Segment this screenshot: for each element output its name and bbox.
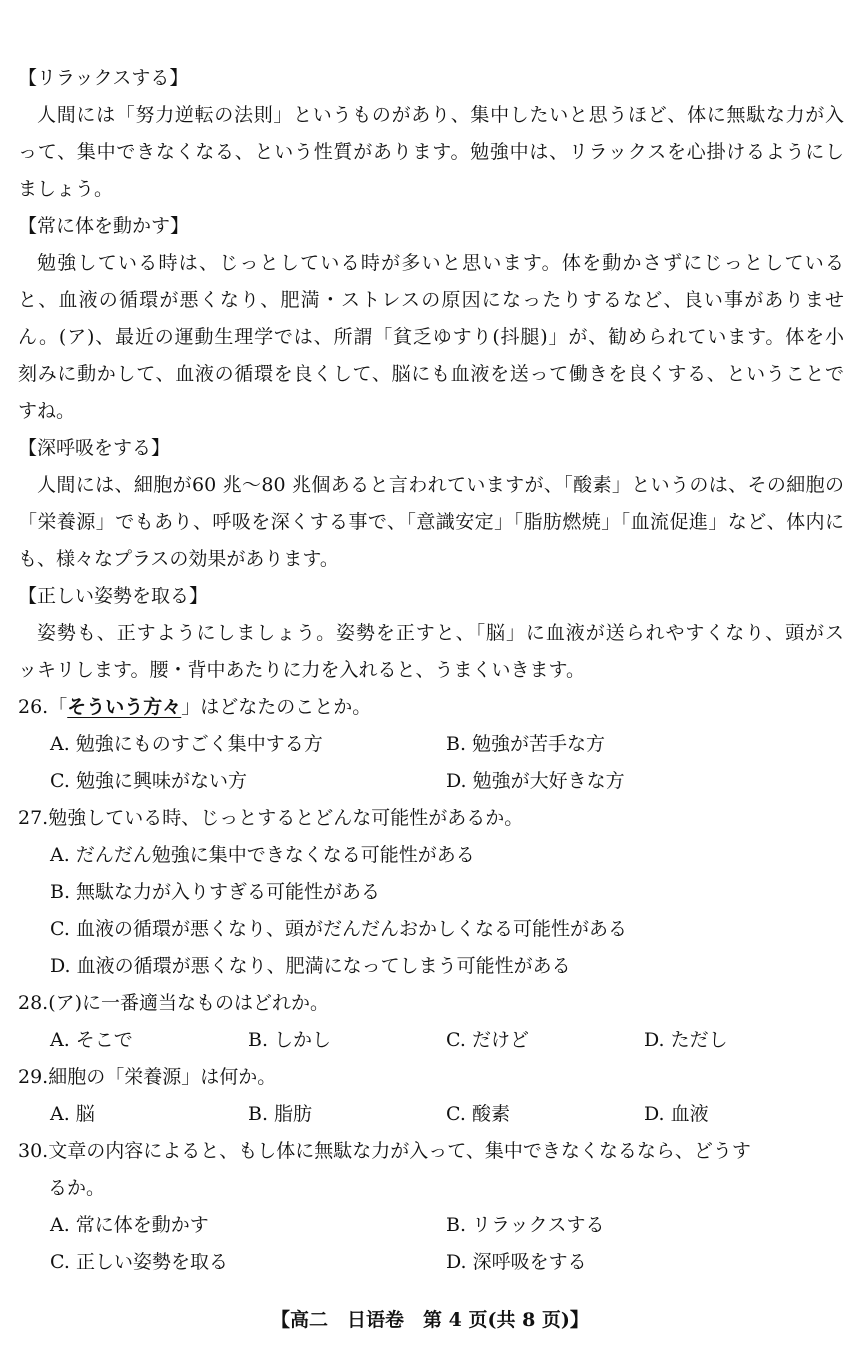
section-heading: 【正しい姿勢を取る】 xyxy=(18,585,209,607)
passage-line: ましょう。 xyxy=(18,178,114,200)
question-number: 28. xyxy=(18,992,49,1014)
question-text: 勉強している時、じっとするとどんな可能性があるか。 xyxy=(48,807,524,829)
question-27 xyxy=(18,800,844,837)
passage-line: ッキリします。腰・背中あたりに力を入れると、うまくいきます。 xyxy=(18,659,585,681)
question-text-pre: 「 xyxy=(48,696,68,718)
option-b: B. リラックスする xyxy=(446,1214,605,1236)
question-29 xyxy=(18,1059,844,1096)
option-c: C. 勉強に興味がない方 xyxy=(50,770,247,792)
option-a: A. 脳 xyxy=(50,1103,95,1125)
option-c: C. 酸素 xyxy=(446,1103,510,1125)
options-row xyxy=(18,837,844,874)
option-a: A. 勉強にものすごく集中する方 xyxy=(50,733,323,755)
section-heading: 【常に体を動かす】 xyxy=(18,215,190,237)
option-a: A. だんだん勉強に集中できなくなる可能性がある xyxy=(50,844,475,866)
passage-line: 姿勢も、正すようにしましょう。姿勢を正すと、「脳」に血液が送られやすくなり、頭がス xyxy=(37,622,844,644)
question-28 xyxy=(18,985,844,1022)
option-c: C. だけど xyxy=(446,1029,529,1051)
option-d: D. 深呼吸をする xyxy=(446,1251,587,1273)
section-heading: 【深呼吸をする】 xyxy=(18,437,171,459)
options-row xyxy=(18,1022,844,1059)
question-30 xyxy=(18,1133,844,1170)
underlined-phrase: そういう方々 xyxy=(67,696,182,718)
passage-line: も、様々なプラスの効果があります。 xyxy=(18,548,339,570)
exam-page xyxy=(18,60,844,1281)
option-c: C. 正しい姿勢を取る xyxy=(50,1251,228,1273)
question-number: 30. xyxy=(18,1140,49,1162)
options-row xyxy=(18,948,844,985)
options-row xyxy=(18,1207,844,1244)
passage-line: 「栄養源」でもあり、呼吸を深くする事で、「意識安定」「脂肪燃焼」「血流促進」など、体内に xyxy=(18,511,844,533)
option-b: B. しかし xyxy=(248,1029,332,1051)
question-text-post: 」はどなたのことか。 xyxy=(181,696,372,718)
options-row xyxy=(18,1244,844,1281)
question-number: 27. xyxy=(18,807,49,829)
passage-line: 人間には「努力逆転の法則」というものがあり、集中したいと思うほど、体に無駄な力が入 xyxy=(37,104,844,126)
option-c: C. 血液の循環が悪くなり、頭がだんだんおかしくなる可能性がある xyxy=(50,918,627,940)
options-row xyxy=(18,726,844,763)
option-a: A. 常に体を動かす xyxy=(50,1214,209,1236)
option-d: D. ただし xyxy=(644,1029,728,1051)
question-number: 26. xyxy=(18,696,49,718)
options-row xyxy=(18,1096,844,1133)
options-row xyxy=(18,763,844,800)
option-a: A. そこで xyxy=(50,1029,133,1051)
passage-line: 刻みに動かして、血液の循環を良くして、脳にも血液を送って働きを良くする、ということで xyxy=(18,363,844,385)
options-row xyxy=(18,911,844,948)
question-text: (ア)に一番適当なものはどれか。 xyxy=(48,992,330,1014)
question-26 xyxy=(18,689,844,726)
question-number: 29. xyxy=(18,1066,49,1088)
passage-line: って、集中できなくなる、という性質があります。勉強中は、リラックスを心掛けるようにし xyxy=(18,141,844,163)
passage-line: 勉強している時は、じっとしている時が多いと思います。体を動かさずにじっとしている xyxy=(37,252,844,274)
option-d: D. 血液 xyxy=(644,1103,709,1125)
section-heading: 【リラックスする】 xyxy=(18,67,189,89)
option-b: B. 脂肪 xyxy=(248,1103,313,1125)
passage-line: ん。(ア)、最近の運動生理学では、所謂「貧乏ゆすり(抖腿)」が、勧められています。体を小 xyxy=(18,326,844,348)
page-footer: 【高二 日语卷 第 4 页(共 8 页)】 xyxy=(271,1309,589,1331)
option-b: B. 勉強が苦手な方 xyxy=(446,733,606,755)
question-text-continuation: るか。 xyxy=(48,1177,106,1199)
question-text: 細胞の「栄養源」は何か。 xyxy=(48,1066,277,1088)
passage-line: と、血液の循環が悪くなり、肥満・ストレスの原因になったりするなど、良い事がありませ xyxy=(18,289,844,311)
passage-line: すね。 xyxy=(18,400,76,422)
option-d: D. 血液の循環が悪くなり、肥満になってしまう可能性がある xyxy=(50,955,571,977)
option-b: B. 無駄な力が入りすぎる可能性がある xyxy=(50,881,381,903)
passage-line: 人間には、細胞が60 兆～80 兆個あると言われていますが、「酸素」というのは、その細胞の xyxy=(37,474,844,496)
options-row xyxy=(18,874,844,911)
question-text: 文章の内容によると、もし体に無駄な力が入って、集中できなくなるなら、どうす xyxy=(48,1140,751,1162)
option-d: D. 勉強が大好きな方 xyxy=(446,770,625,792)
